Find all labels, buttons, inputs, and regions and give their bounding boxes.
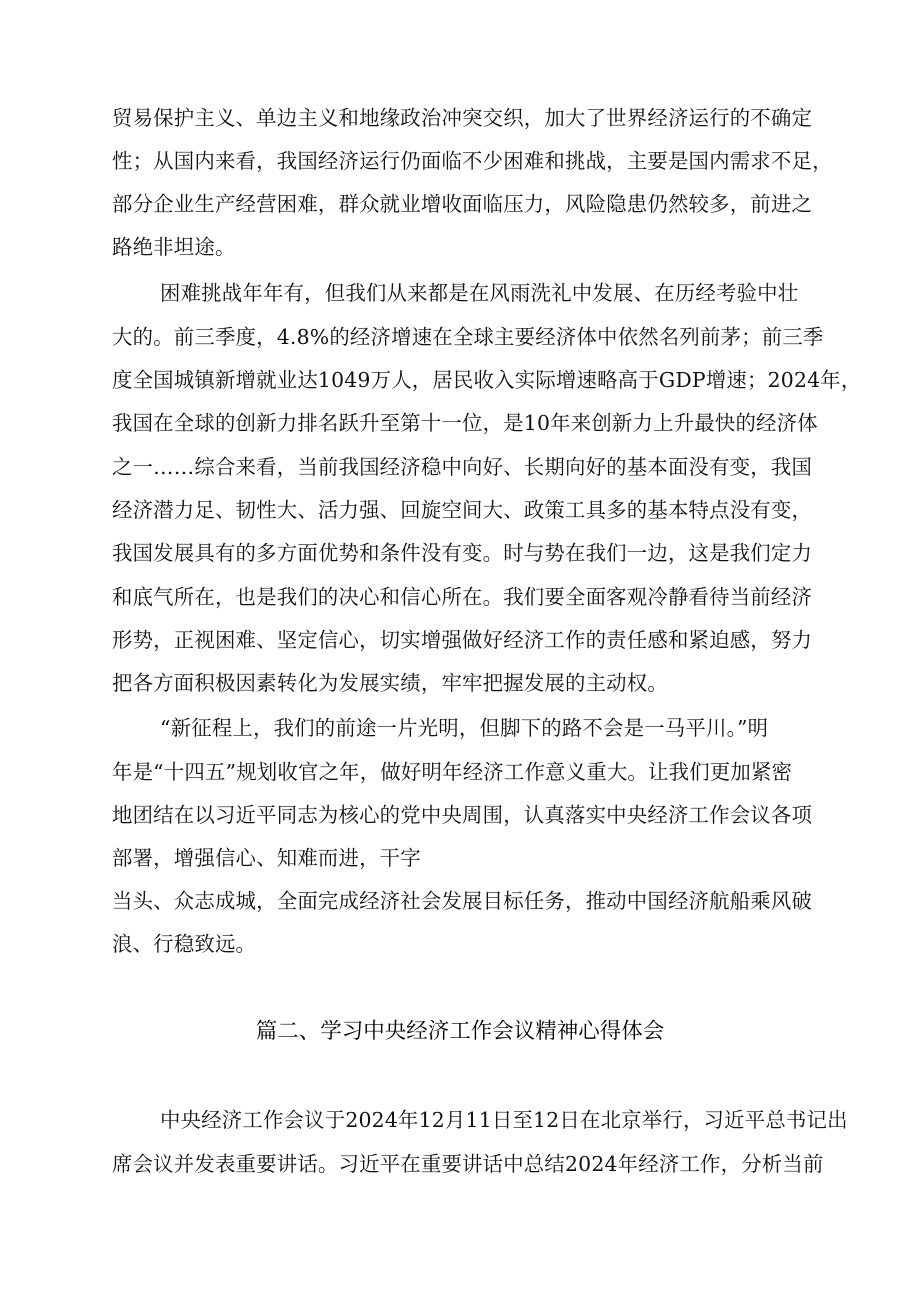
paragraph-line: 之一……综合来看，当前我国经济稳中向好、长期向好的基本面没有变，我国 xyxy=(112,455,813,479)
paragraph-line: 困难挑战年年有，但我们从来都是在风雨洗礼中发展、在历经考验中壮 xyxy=(160,281,799,305)
paragraph-line: 大的。前三季度，4.8%的经济增速在全球主要经济体中依然名列前茅；前三季 xyxy=(112,325,824,349)
paragraph-line: 我国发展具有的多方面优势和条件没有变。时与势在我们一边，这是我们定力 xyxy=(112,541,813,565)
paragraph-line: 度全国城镇新增就业达1049万人，居民收入实际增速略高于GDP增速；2024年， xyxy=(112,368,862,392)
paragraph-line: 形势，正视困难、坚定信心，切实增强做好经济工作的责任感和紧迫感，努力 xyxy=(112,628,813,652)
paragraph-line: 当头、众志成城，全面完成经济社会发展目标任务，推动中国经济航船乘风破 xyxy=(112,889,813,913)
paragraph-line: 部分企业生产经营困难，群众就业增收面临压力，风险隐患仍然较多，前进之 xyxy=(112,192,813,216)
paragraph-line: “新征程上，我们的前途一片光明，但脚下的路不会是一马平川。”明 xyxy=(160,716,769,740)
paragraph-line: 和底气所在，也是我们的决心和信心所在。我们要全面客观冷静看待当前经济 xyxy=(112,585,813,609)
paragraph-line: 席会议并发表重要讲话。习近平在重要讲话中总结2024年经济工作，分析当前 xyxy=(112,1152,824,1176)
paragraph-line: 浪、行稳致远。 xyxy=(112,932,257,956)
paragraph-line: 路绝非坦途。 xyxy=(112,235,236,259)
paragraph-line: 贸易保护主义、单边主义和地缘政治冲突交织，加大了世界经济运行的不确定 xyxy=(112,106,813,130)
paragraph-line: 我国在全球的创新力排名跃升至第十一位，是10年来创新力上升最快的经济体 xyxy=(112,411,818,435)
paragraph-line: 性；从国内来看，我国经济运行仍面临不少困难和挑战，主要是国内需求不足， xyxy=(112,149,833,173)
paragraph-line: 部署，增强信心、知难而进，干字 xyxy=(112,846,421,870)
paragraph-line: 年是“十四五”规划收官之年，做好明年经济工作意义重大。让我们更加紧密 xyxy=(112,760,793,784)
section-heading: 篇二、学习中央经济工作会议精神心得体会 xyxy=(255,1019,665,1044)
paragraph-line: 地团结在以习近平同志为核心的党中央周围，认真落实中央经济工作会议各项 xyxy=(112,803,813,827)
paragraph-line: 经济潜力足、韧性大、活力强、回旋空间大、政策工具多的基本特点没有变， xyxy=(112,498,813,522)
paragraph-line: 中央经济工作会议于2024年12月11日至12日在北京举行，习近平总书记出 xyxy=(160,1108,848,1132)
paragraph-line: 把各方面积极因素转化为发展实绩，牢牢把握发展的主动权。 xyxy=(112,671,668,695)
